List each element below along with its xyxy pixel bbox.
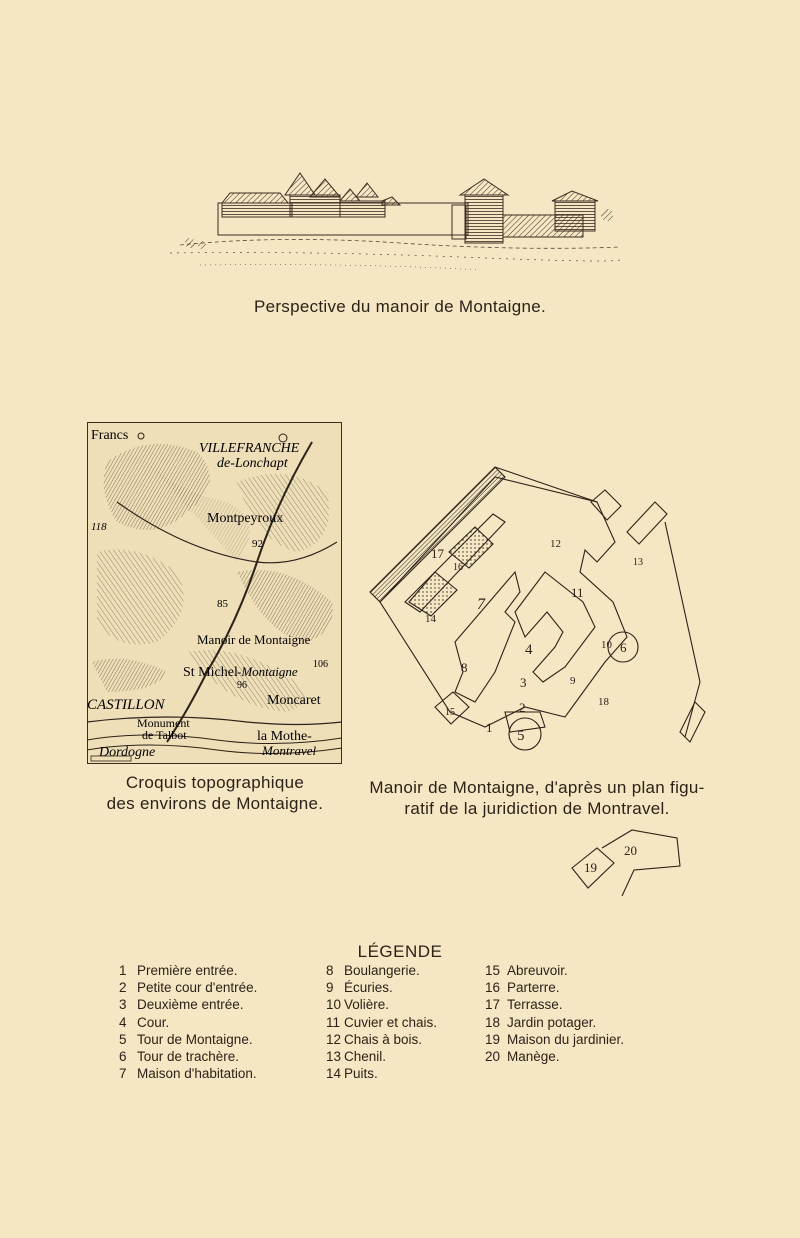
legend-item bbox=[119, 1048, 257, 1065]
map-label-92: 92 bbox=[252, 538, 263, 550]
map-label-lonchapt: de-Lonchapt bbox=[217, 456, 288, 471]
legend-text: Maison du jardinier. bbox=[507, 1031, 625, 1047]
legend-num: 16 bbox=[485, 980, 501, 996]
legend-num: 14 bbox=[326, 1066, 342, 1082]
legend-text: Cuvier et chais. bbox=[344, 1014, 438, 1030]
manor-perspective-illustration bbox=[160, 165, 630, 290]
map-label-118: 118 bbox=[91, 521, 107, 533]
legend-text: Chenil. bbox=[344, 1049, 387, 1065]
legend-item bbox=[485, 996, 624, 1013]
legend-num: 6 bbox=[119, 1049, 127, 1065]
plan-num-9: 9 bbox=[570, 675, 576, 687]
map-label-castillon: CASTILLON bbox=[87, 697, 165, 713]
map-label-dordogne: Dordogne bbox=[99, 745, 156, 760]
legend-text: Puits. bbox=[344, 1066, 378, 1082]
legend-item bbox=[485, 1048, 624, 1065]
legend-num: 10 bbox=[326, 997, 342, 1013]
map-label-montpeyroux: Montpeyroux bbox=[207, 511, 284, 526]
legend-text: Maison d'habitation. bbox=[137, 1066, 257, 1082]
legend-num: 4 bbox=[119, 1014, 127, 1030]
legend-num: 1 bbox=[119, 963, 127, 978]
legend-item bbox=[485, 1014, 624, 1031]
legend-num: 2 bbox=[119, 980, 127, 996]
legend-num: 8 bbox=[326, 963, 334, 978]
perspective-caption: Perspective du manoir de Montaigne. bbox=[253, 297, 547, 316]
map-label-la-mothe: la Mothe- bbox=[257, 729, 312, 744]
plan-num-15: 15 bbox=[445, 707, 455, 718]
map-label-96: 96 bbox=[237, 680, 247, 691]
map-label-manoir: Manoir de Montaigne bbox=[197, 632, 311, 647]
legend-text: Deuxième entrée. bbox=[137, 997, 244, 1013]
gardener-house-plan bbox=[562, 828, 692, 908]
legend-text: Chais à bois. bbox=[344, 1031, 423, 1047]
legend-item bbox=[326, 962, 437, 979]
legend-text: Écuries. bbox=[344, 980, 393, 996]
legend-text: Parterre. bbox=[507, 980, 560, 996]
legend-num: 18 bbox=[485, 1014, 501, 1030]
plan-num-19: 19 bbox=[584, 860, 597, 875]
legend-item bbox=[326, 979, 437, 996]
map-label-talbot: de Talbot bbox=[142, 728, 187, 742]
plan-num-1: 1 bbox=[486, 720, 493, 735]
legend-item bbox=[485, 1031, 624, 1048]
legend-item bbox=[119, 1065, 257, 1082]
plan-num-11: 11 bbox=[571, 585, 584, 600]
map-label-villefranche: VILLEFRANCHE bbox=[199, 441, 300, 456]
legend-text: Première entrée. bbox=[137, 963, 238, 978]
map-label-moncaret: Moncaret bbox=[267, 693, 321, 708]
legend-num: 20 bbox=[485, 1049, 501, 1065]
plan-num-8: 8 bbox=[461, 660, 468, 675]
legend-column-1 bbox=[119, 962, 257, 1082]
topo-caption-line1: Croquis topographique bbox=[125, 773, 305, 792]
plan-num-10: 10 bbox=[601, 639, 612, 651]
legend-text: Jardin potager. bbox=[507, 1014, 597, 1030]
legend-num: 11 bbox=[326, 1014, 341, 1030]
legend-item bbox=[326, 996, 437, 1013]
legend-item bbox=[119, 962, 257, 979]
legend-title: LÉGENDE bbox=[357, 942, 443, 961]
legend-num: 13 bbox=[326, 1049, 342, 1065]
legend-item bbox=[326, 1014, 437, 1031]
legend-item bbox=[485, 979, 624, 996]
plan-num-2: 2 bbox=[519, 700, 526, 715]
plan-num-12: 12 bbox=[550, 538, 561, 550]
legend-item bbox=[119, 979, 257, 996]
topographic-map bbox=[87, 422, 342, 764]
legend-num: 15 bbox=[485, 963, 501, 978]
legend-text: Petite cour d'entrée. bbox=[137, 980, 258, 996]
plan-num-18: 18 bbox=[598, 696, 609, 708]
legend-num: 19 bbox=[485, 1031, 501, 1047]
legend-text: Abreuvoir. bbox=[507, 963, 568, 978]
plan-caption-line1: Manoir de Montaigne, d'après un plan figu- bbox=[369, 778, 705, 797]
map-label-monument: Monument bbox=[137, 716, 190, 730]
map-label-montravel: Montravel bbox=[262, 743, 317, 758]
legend-item bbox=[119, 996, 257, 1013]
plan-num-16: 16 bbox=[453, 562, 463, 573]
topo-caption bbox=[90, 772, 340, 814]
legend-text: Volière. bbox=[344, 997, 390, 1013]
manor-plan bbox=[365, 462, 720, 767]
plan-caption bbox=[352, 777, 722, 819]
plan-num-20: 20 bbox=[624, 843, 637, 858]
legend-item bbox=[119, 1031, 257, 1048]
legend-item bbox=[119, 1014, 257, 1031]
legend-item bbox=[326, 1048, 437, 1065]
map-label-106: 106 bbox=[313, 659, 328, 670]
plan-num-7: 7 bbox=[477, 596, 485, 613]
legend-text: Boulangerie. bbox=[344, 963, 420, 978]
legend-item bbox=[326, 1065, 437, 1082]
legend-text: Terrasse. bbox=[507, 997, 563, 1013]
legend-num: 3 bbox=[119, 997, 127, 1013]
legend-num: 5 bbox=[119, 1031, 127, 1047]
legend-column-2 bbox=[326, 962, 437, 1082]
map-label-francs: Francs bbox=[91, 428, 129, 443]
plan-caption-line2: ratif de la juridiction de Montravel. bbox=[404, 799, 670, 818]
legend-num: 7 bbox=[119, 1066, 127, 1082]
map-label-85: 85 bbox=[217, 598, 228, 610]
legend-num: 17 bbox=[485, 997, 501, 1013]
legend-num: 12 bbox=[326, 1031, 342, 1047]
plan-num-17: 17 bbox=[431, 546, 444, 561]
map-label-st-michel: St Michel bbox=[183, 665, 238, 680]
plan-num-3: 3 bbox=[520, 675, 527, 690]
map-label-montaigne-town: -Montaigne bbox=[237, 664, 298, 679]
plan-num-5: 5 bbox=[517, 728, 525, 744]
legend-item bbox=[485, 962, 624, 979]
legend-column-3 bbox=[485, 962, 624, 1065]
legend-item bbox=[326, 1031, 437, 1048]
plan-num-14: 14 bbox=[425, 613, 436, 625]
plan-num-4: 4 bbox=[525, 642, 533, 658]
legend-text: Manège. bbox=[507, 1049, 560, 1065]
legend-text: Cour. bbox=[137, 1014, 170, 1030]
legend-num: 9 bbox=[326, 980, 334, 996]
plan-num-13: 13 bbox=[633, 557, 643, 568]
legend-text: Tour de Montaigne. bbox=[137, 1031, 253, 1047]
legend-text: Tour de trachère. bbox=[137, 1049, 240, 1065]
topo-caption-line2: des environs de Montaigne. bbox=[106, 794, 324, 813]
plan-num-6: 6 bbox=[620, 640, 627, 655]
